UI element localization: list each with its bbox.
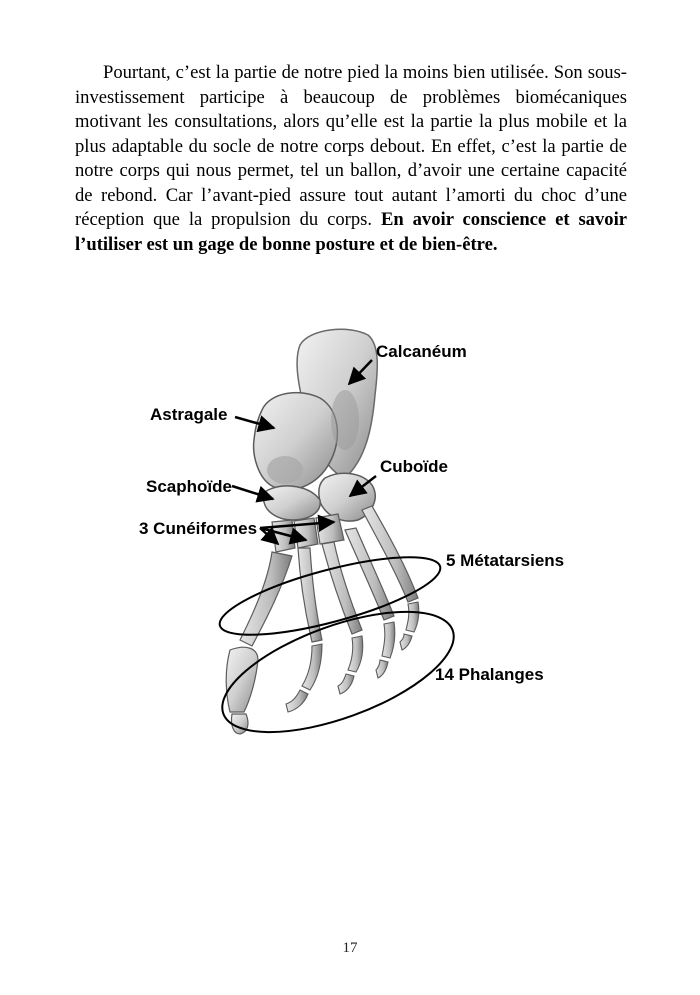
page-number: 17: [342, 940, 358, 956]
label-metatarsiens: 5 Métatarsiens: [446, 551, 565, 570]
phalange-big-toe-proximal: [226, 647, 258, 712]
label-cuboide: Cuboïde: [380, 457, 448, 476]
label-phalanges: 14 Phalanges: [435, 665, 544, 684]
phalange-toe3-distal: [338, 674, 354, 694]
paragraph-bold-text: En avoir conscience et savoir l’utiliser est un gage de bonne posture et de bien-être.: [75, 209, 627, 255]
phalange-toe5-distal: [400, 634, 412, 650]
paragraph-regular-text: Pourtant, c’est la partie de notre pied la moins bien utilisée. Son sous-investissement participe à beaucoup de problèmes biomécaniques motivant les consultations, alors qu’elle est la partie la plus mobile et la plus adaptable du socle de notre corps debout. En effet, c’est la partie de notre corps qui nous permet, tel un ballon, d’avoir une certaine capacité de rebond. Car l’avant-pied assure tout autant l’amorti du choc d’une réception que la propulsion du corps.: [75, 62, 627, 230]
phalange-toe5-proximal: [406, 602, 419, 632]
phalange-toe4-proximal: [382, 622, 395, 658]
scaphoide-bone: [264, 486, 321, 520]
phalange-toe3-proximal: [348, 636, 363, 672]
phalange-toe4-distal: [376, 660, 388, 678]
phalange-toe2-proximal: [302, 644, 322, 690]
label-scaphoide: Scaphoïde: [146, 477, 232, 496]
label-astragale: Astragale: [150, 405, 228, 424]
label-calcaneum: Calcanéum: [376, 342, 467, 361]
label-cuneiformes: 3 Cunéiformes: [139, 519, 258, 538]
phalange-toe2-distal: [286, 690, 308, 712]
